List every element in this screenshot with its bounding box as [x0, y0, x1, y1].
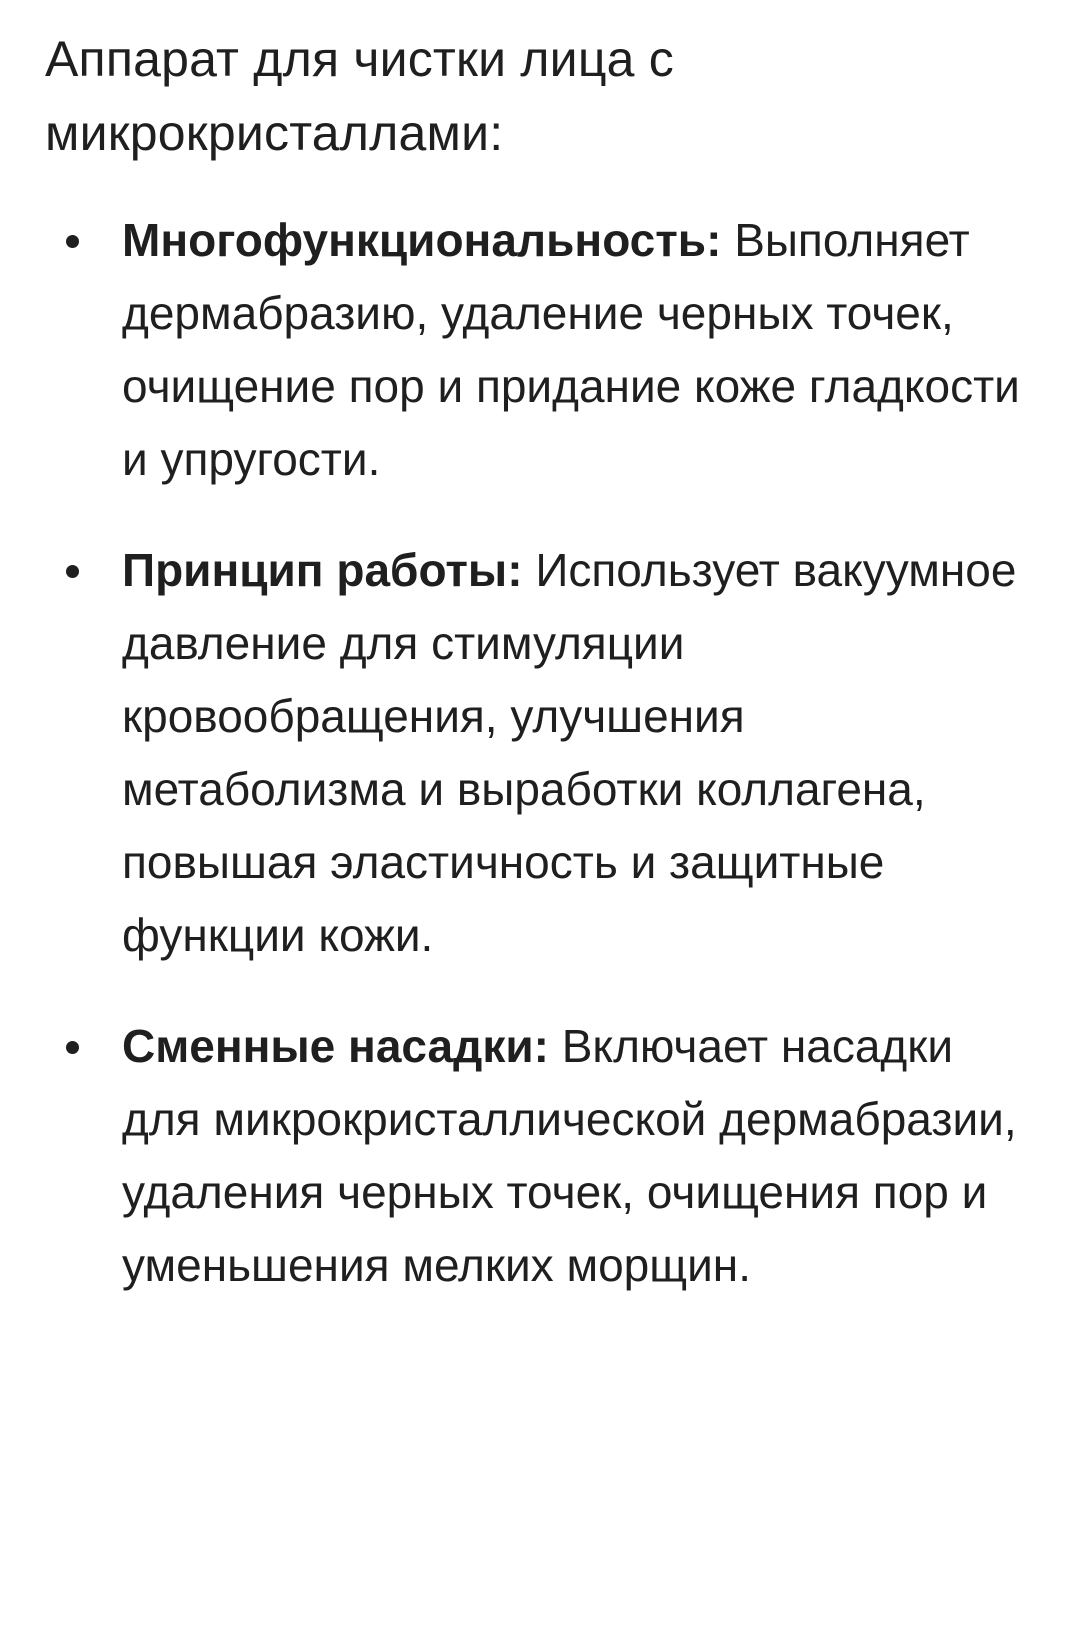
list-item	[45, 1010, 1020, 1302]
list-item	[45, 204, 1020, 496]
feature-list	[45, 204, 1020, 1302]
feature-title: Многофункциональность:	[122, 214, 735, 266]
list-item	[45, 534, 1020, 972]
intro-text: Аппарат для чистки лица с микрокристаллами:	[45, 31, 674, 161]
bullet-icon	[66, 565, 79, 578]
bullet-icon	[66, 235, 79, 248]
feature-text: Использует вакуумное давление для стимуляции кровообращения, улучшения метаболизма и выработки коллагена, повышая эластичность и защитные функции кожи.	[122, 544, 1017, 961]
bullet-icon	[66, 1041, 79, 1054]
feature-text: Выполняет дермабразию, удаление черных точек, очищение пор и придание коже гладкости и упругости.	[122, 214, 1020, 485]
feature-title: Сменные насадки:	[122, 1020, 562, 1072]
feature-text: Включает насадки для микрокристаллической дермабразии, удаления черных точек, очищения пор и уменьшения мелких морщин.	[122, 1020, 1017, 1291]
feature-title: Принцип работы:	[122, 544, 536, 596]
